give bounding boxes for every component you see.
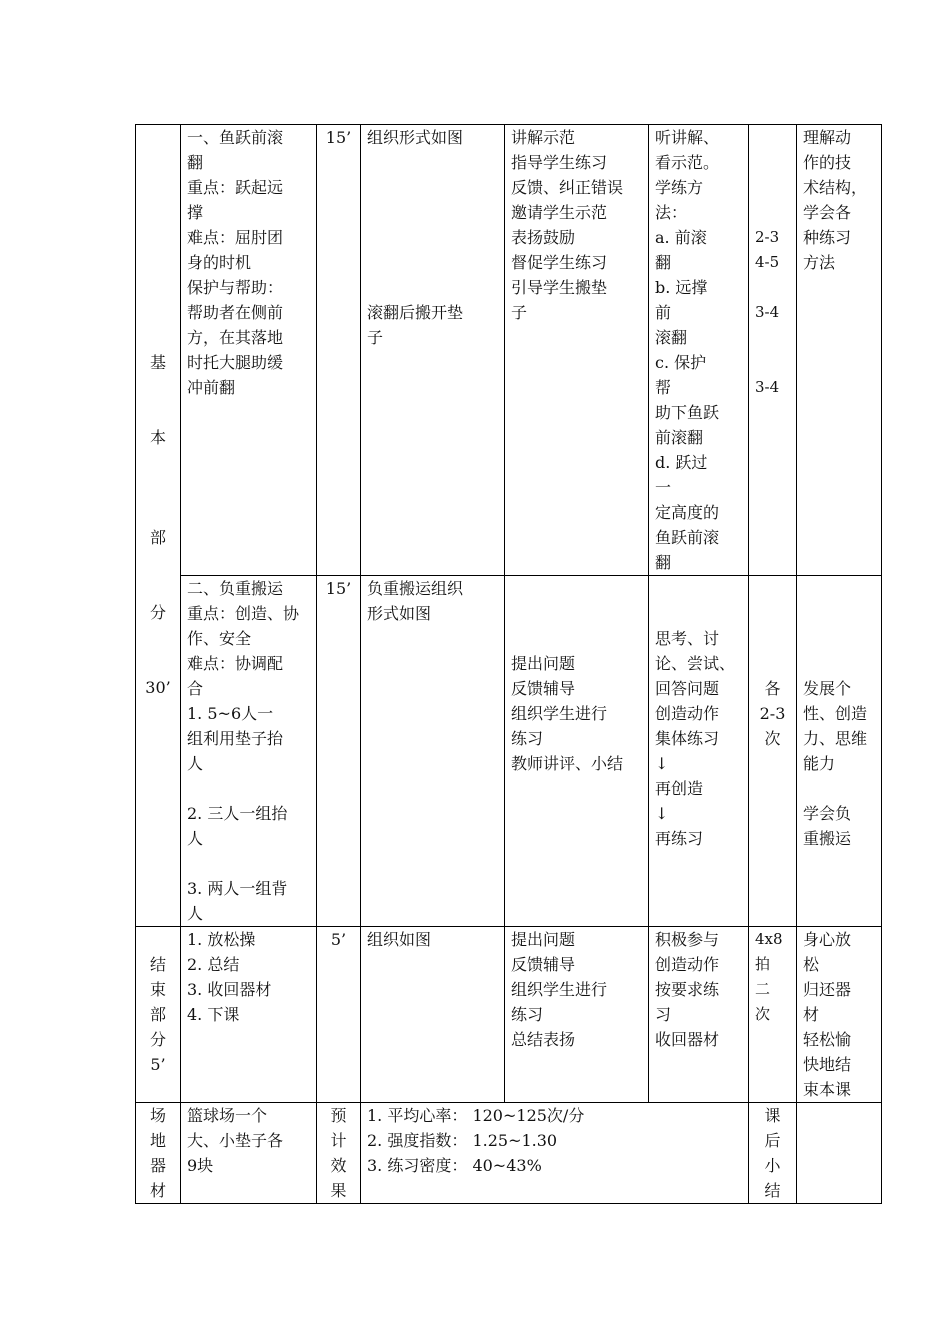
summary-content	[797, 1103, 882, 1204]
equipment-content: 篮球场一个 大、小垫子各 9块	[181, 1103, 317, 1204]
ending-goal: 身心放 松 归还器 材 轻松愉 快地结 束本课	[797, 927, 882, 1103]
carrying-time: 15’	[317, 576, 361, 927]
fish-leap-goal: 理解动 作的技 术结构， 学会各 种练习 方法	[797, 125, 882, 576]
effect-label: 预 计 效 果	[317, 1103, 361, 1204]
carrying-count: 各 2-3 次	[749, 576, 797, 927]
equipment-row	[136, 1103, 882, 1204]
basic-row-fish-leap	[136, 125, 882, 576]
equipment-label: 场 地 器 材	[136, 1103, 181, 1204]
fish-leap-teacher-activity: 讲解示范 指导学生练习 反馈、纠正错误 邀请学生示范 表扬鼓励 督促学生练习 引导学生搬垫 子	[505, 125, 649, 576]
ending-row	[136, 927, 882, 1103]
fish-leap-content: 一、鱼跃前滚 翻 重点：跃起远 撑 难点：屈肘团 身的时机 保护与帮助： 帮助者在侧前 方，在其落地 时托大腿助缓 冲前翻	[181, 125, 317, 576]
basic-section-label: 基 本 部 分 30’	[136, 125, 181, 927]
ending-time: 5’	[317, 927, 361, 1103]
ending-organization: 组织如图	[361, 927, 505, 1103]
carrying-content: 二、负重搬运 重点：创造、协 作、安全 难点：协调配 合 1. 5~6人一 组利用垫子抬 人 2. 三人一组抬 人 3. 两人一组背 人	[181, 576, 317, 927]
carrying-goal: 发展个 性、创造 力、思维 能力 学会负 重搬运	[797, 576, 882, 927]
expected-effects: 1. 平均心率： 120~125次/分 2. 强度指数： 1.25~1.30 3. 练习密度： 40~43%	[361, 1103, 749, 1204]
ending-section-label: 结 束 部 分 5’	[136, 927, 181, 1103]
fish-leap-time: 15’	[317, 125, 361, 576]
ending-count: 4x8 拍 二 次	[749, 927, 797, 1103]
summary-label: 课 后 小 结	[749, 1103, 797, 1204]
fish-leap-count: 2-3 4-5 3-4 3-4	[749, 125, 797, 576]
carrying-teacher-activity: 提出问题 反馈辅导 组织学生进行 练习 教师讲评、小结	[505, 576, 649, 927]
fish-leap-student-activity: 听讲解、 看示范。 学练方 法： a. 前滚 翻 b. 远撑 前 滚翻 c. 保护 帮 助下鱼跃 前滚翻 d. 跃过 一 定高度的 鱼跃前滚 翻	[649, 125, 749, 576]
basic-row-carrying	[136, 576, 882, 927]
carrying-student-activity: 思考、讨 论、尝试、 回答问题 创造动作 集体练习 ↓ 再创造 ↓ 再练习	[649, 576, 749, 927]
ending-student-activity: 积极参与 创造动作 按要求练 习 收回器材	[649, 927, 749, 1103]
ending-teacher-activity: 提出问题 反馈辅导 组织学生进行 练习 总结表扬	[505, 927, 649, 1103]
carrying-organization: 负重搬运组织 形式如图	[361, 576, 505, 927]
ending-content: 1. 放松操 2. 总结 3. 收回器材 4. 下课	[181, 927, 317, 1103]
lesson-plan-table	[135, 124, 882, 1204]
fish-leap-organization: 组织形式如图 滚翻后搬开垫 子	[361, 125, 505, 576]
